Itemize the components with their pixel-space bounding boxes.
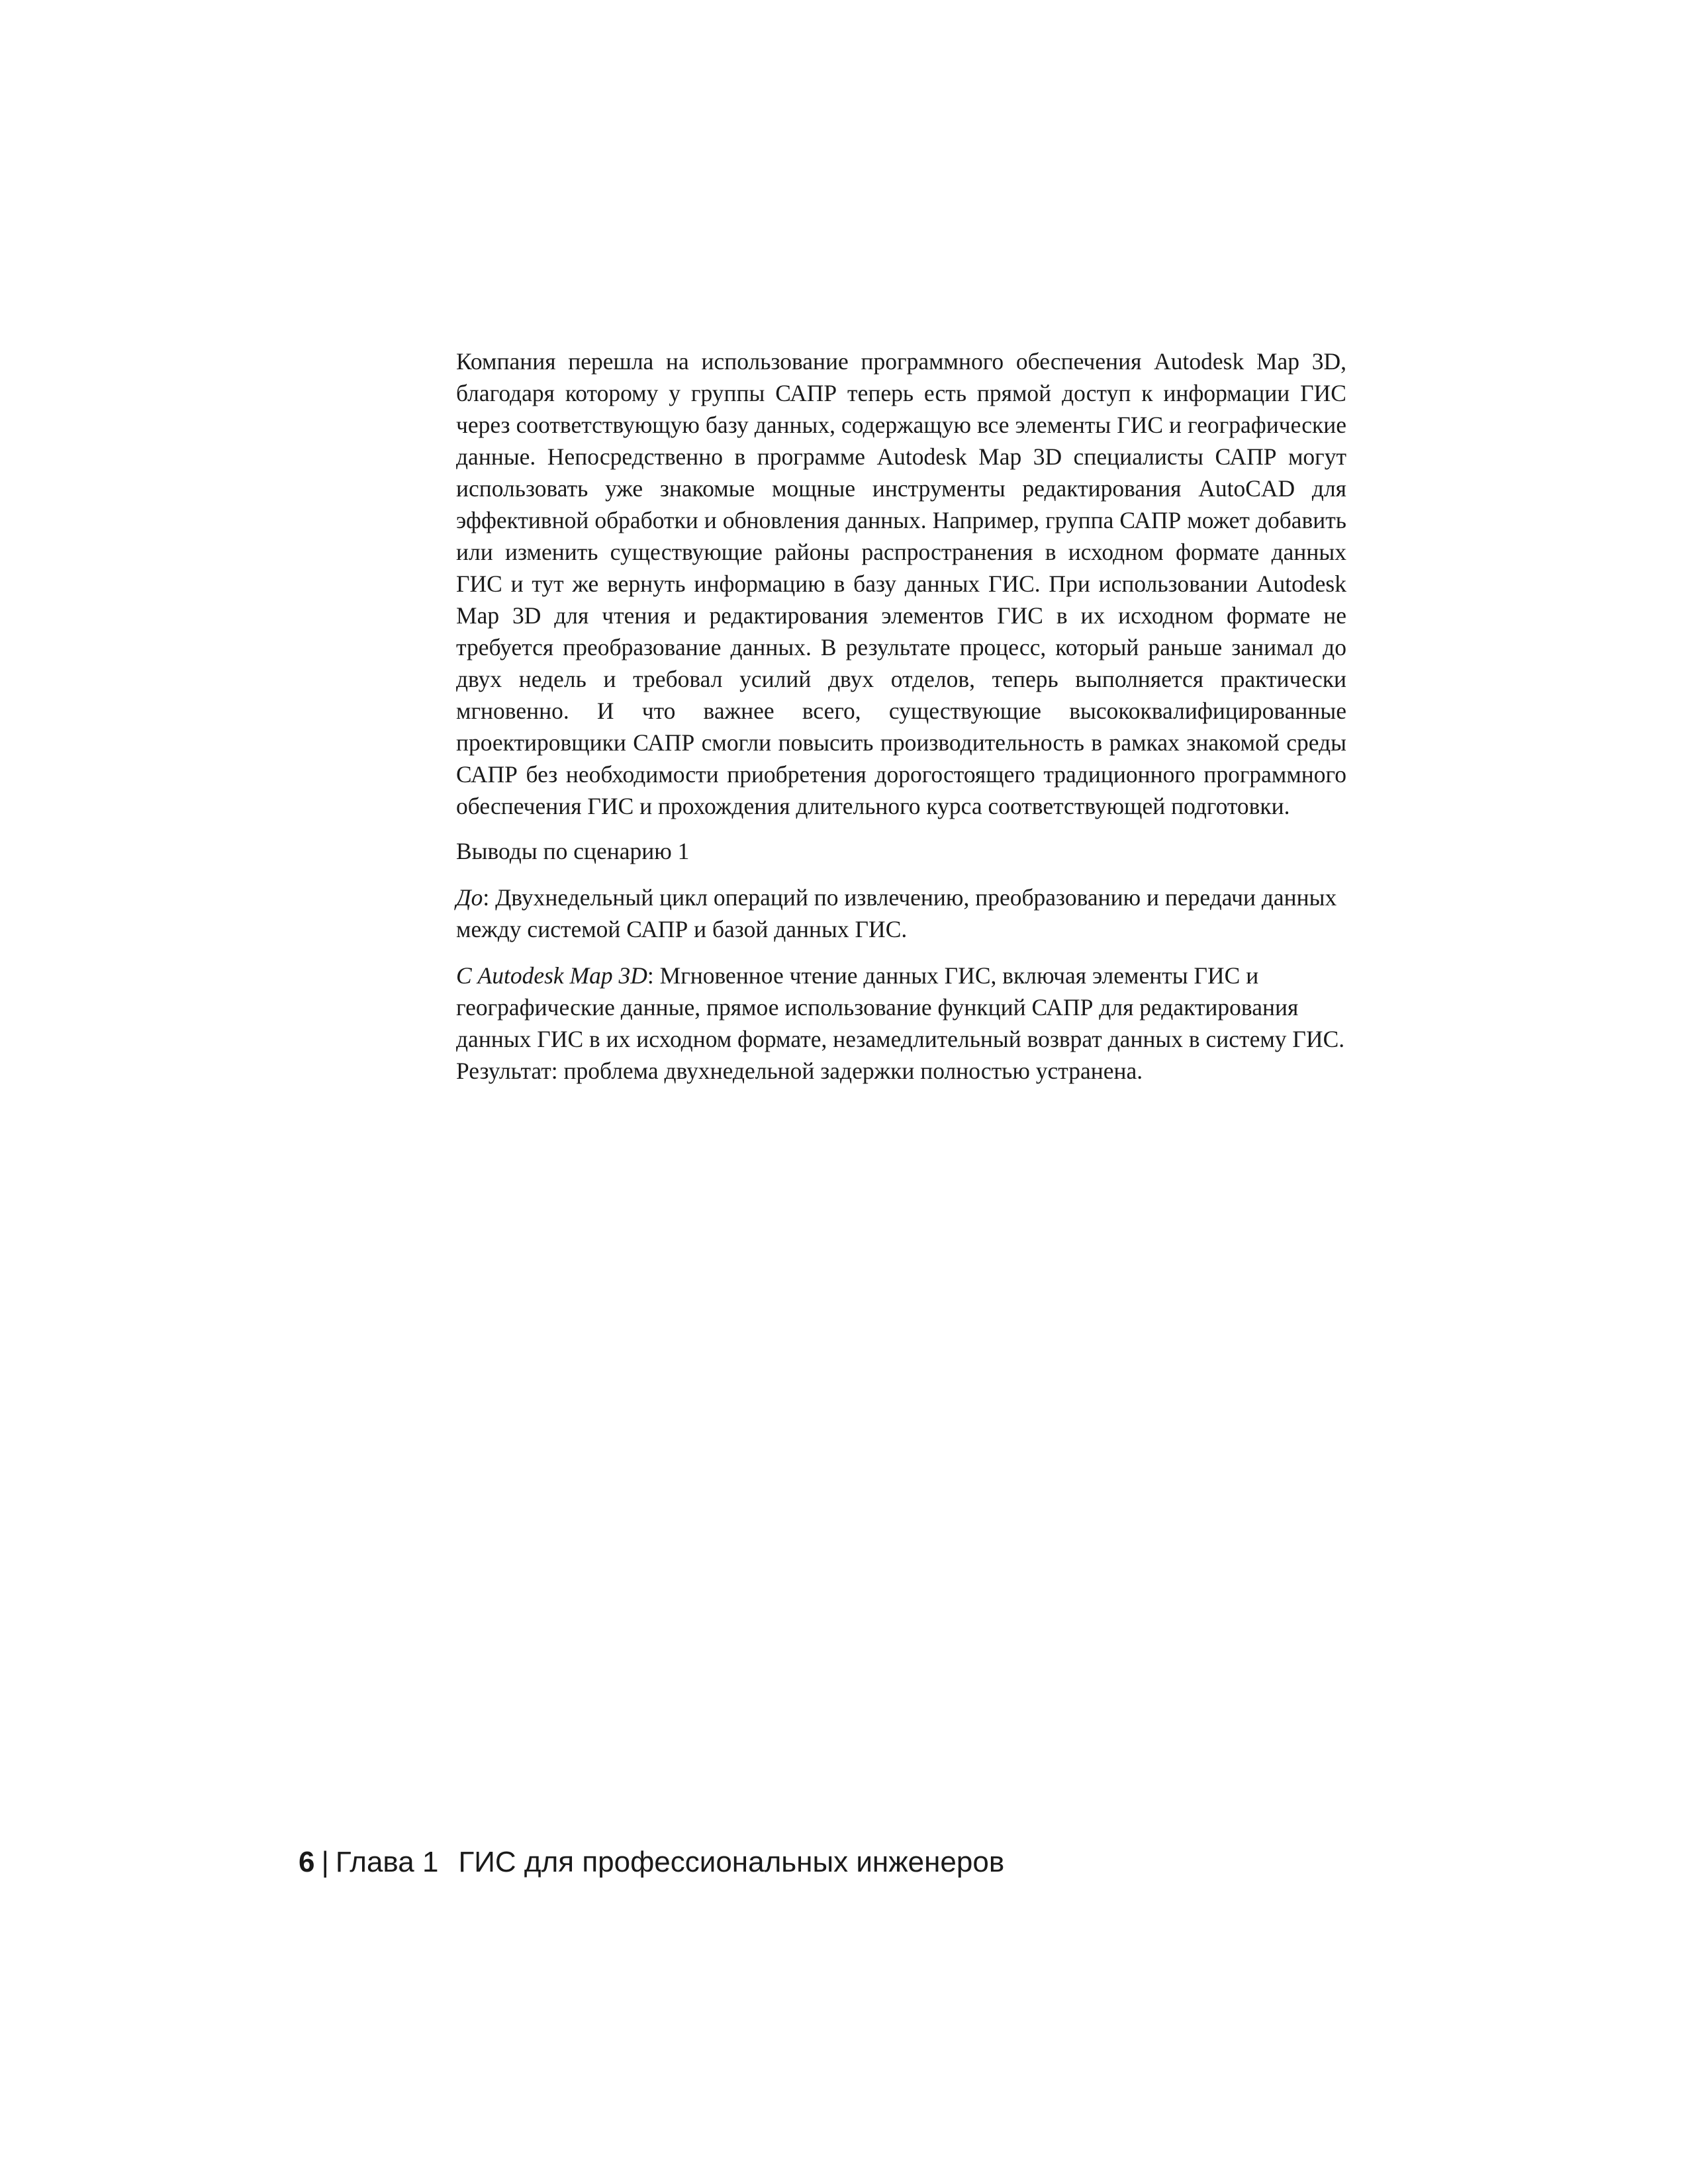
before-text: : Двухнедельный цикл операций по извлечению, преобразованию и передачи данных между системой САПР и базой данных ГИС. [456,884,1337,942]
body-text [456,345,1346,1087]
page-number: 6 [299,1846,315,1878]
chapter-label: Глава 1 [335,1846,439,1878]
conclusions-heading: Выводы по сценарию 1 [456,838,690,864]
before-paragraph [456,882,1346,945]
after-label: С Autodesk Map 3D [456,962,647,989]
after-text: : Мгновенное чтение данных ГИС, включая элементы ГИС и географические данные, прямое использование функций САПР для редактирования данных ГИС в их исходном формате, незамедлительный возврат данных в систему ГИС. Результат: проблема двухнедельной задержки полностью устранена. [456,962,1345,1084]
page-footer [299,1844,1004,1881]
before-label: До [456,884,483,911]
chapter-title: ГИС для профессиональных инженеров [458,1846,1005,1878]
footer-separator: | [321,1846,329,1878]
after-paragraph [456,960,1346,1087]
main-paragraph: Компания перешла на использование программного обеспечения Autodesk Map 3D, благодаря которому у группы САПР теперь есть прямой доступ к информации ГИС через соответствующую базу данных, содержащую все элементы ГИС и географические данные. Непосредственно в программе Autodesk Map 3D специалисты САПР могут использовать уже знакомые мощные инструменты редактирования AutoCAD для эффективной обработки и обновления данных. Например, группа САПР может добавить или изменить существующие районы распространения в исходном формате данных ГИС и тут же вернуть информацию в базу данных ГИС. При использовании Autodesk Map 3D для чтения и редактирования элементов ГИС в их исходном формате не требуется преобразование данных. В результате процесс, который раньше занимал до двух недель и требовал усилий двух отделов, теперь выполняется практически мгновенно. И что важнее всего, существующие высококвалифицированные проектировщики САПР смогли повысить производительность в рамках знакомой среды САПР без необходимости приобретения дорогостоящего традиционного программного обеспечения ГИС и прохождения длительного курса соответствующей подготовки. [456,348,1346,819]
